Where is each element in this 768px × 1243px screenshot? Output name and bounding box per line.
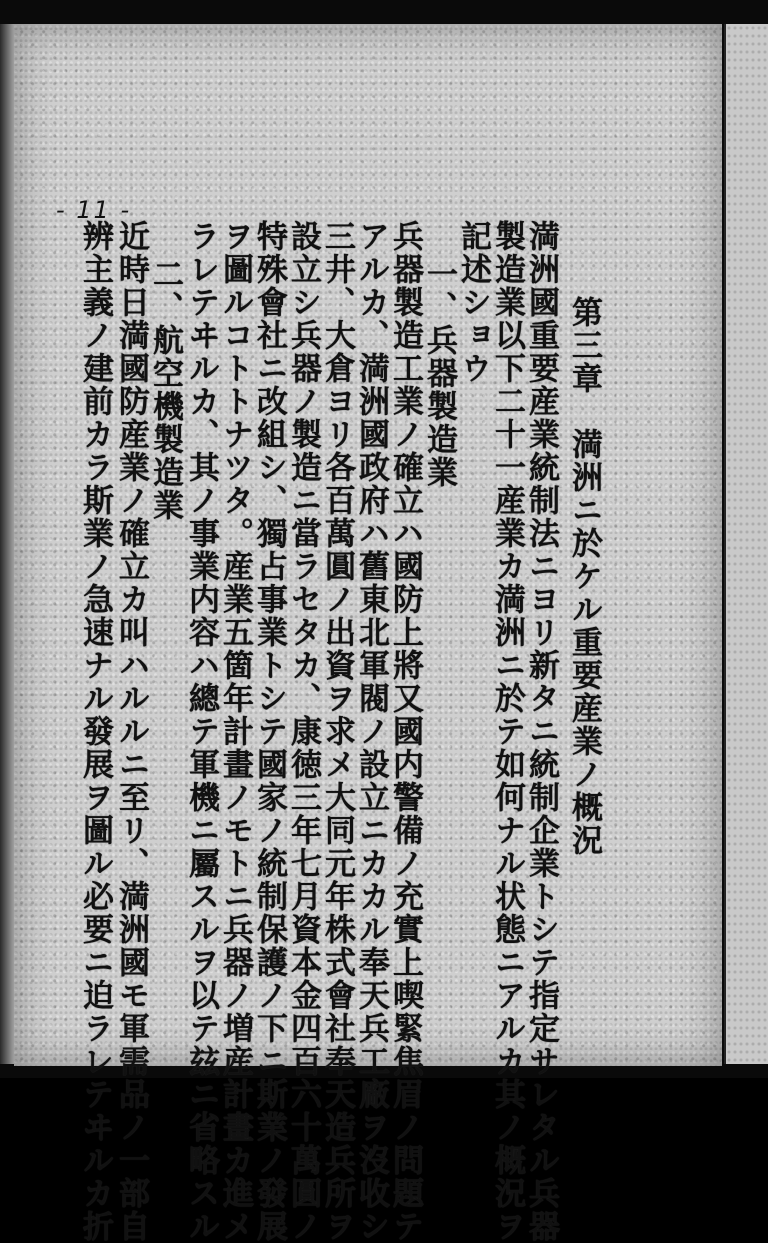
body-line: ヲ圖ルコトトナツタ。産業五箇年計畫ノモトニ兵器ノ増産計畫カ進メ [217, 220, 253, 1243]
intro-line: 満洲國重要産業統制法ニヨリ新タニ統制企業トシテ指定サレタル兵器 [523, 220, 559, 1243]
body-line: 近時日満國防産業ノ確立カ叫ハルルニ至リ、満洲國モ軍需品ノ一部自 [113, 220, 149, 1243]
adjacent-page-edge [724, 24, 768, 1064]
page-number: - 11 - [56, 196, 132, 224]
section-heading: 二、航空機製造業 [147, 258, 183, 522]
body-line: 三井、大倉ヨリ各百萬圓ノ出資ヲ求メ大同元年株式會社奉天造兵所ヲ [319, 220, 355, 1243]
body-line: ラレテヰルカ、其ノ事業内容ハ總テ軍機ニ屬スルヲ以テ玆ニ省略スル [183, 220, 219, 1243]
body-line: 特殊會社ニ改組シ、獨占事業トシテ國家ノ統制保護ノ下ニ斯業ノ發展 [251, 220, 287, 1243]
body-line: 兵器製造工業ノ確立ハ國防上將又國内警備ノ充實上喫緊焦眉ノ問題テ [387, 220, 423, 1243]
intro-line: 製造業以下二十一産業カ満洲ニ於テ如何ナル状態ニアルカ其ノ概況ヲ [489, 220, 525, 1243]
chapter-heading: 第三章 満洲ニ於ケル重要産業ノ概況 [566, 296, 602, 857]
section-heading: 一、兵器製造業 [421, 258, 457, 489]
body-line: アルカ、満洲國政府ハ舊東北軍閥ノ設立ニカカル奉天兵工廠ヲ沒收シ [353, 220, 389, 1243]
intro-line: 記述ショウ [455, 220, 491, 385]
body-line: 辨主義ノ建前カラ斯業ノ急速ナル發展ヲ圖ル必要ニ迫ラレテヰルカ折 [77, 220, 113, 1243]
body-line: 設立シ兵器ノ製造ニ當ラセタカ、康徳三年七月資本金四百六十萬圓ノ [285, 220, 321, 1243]
